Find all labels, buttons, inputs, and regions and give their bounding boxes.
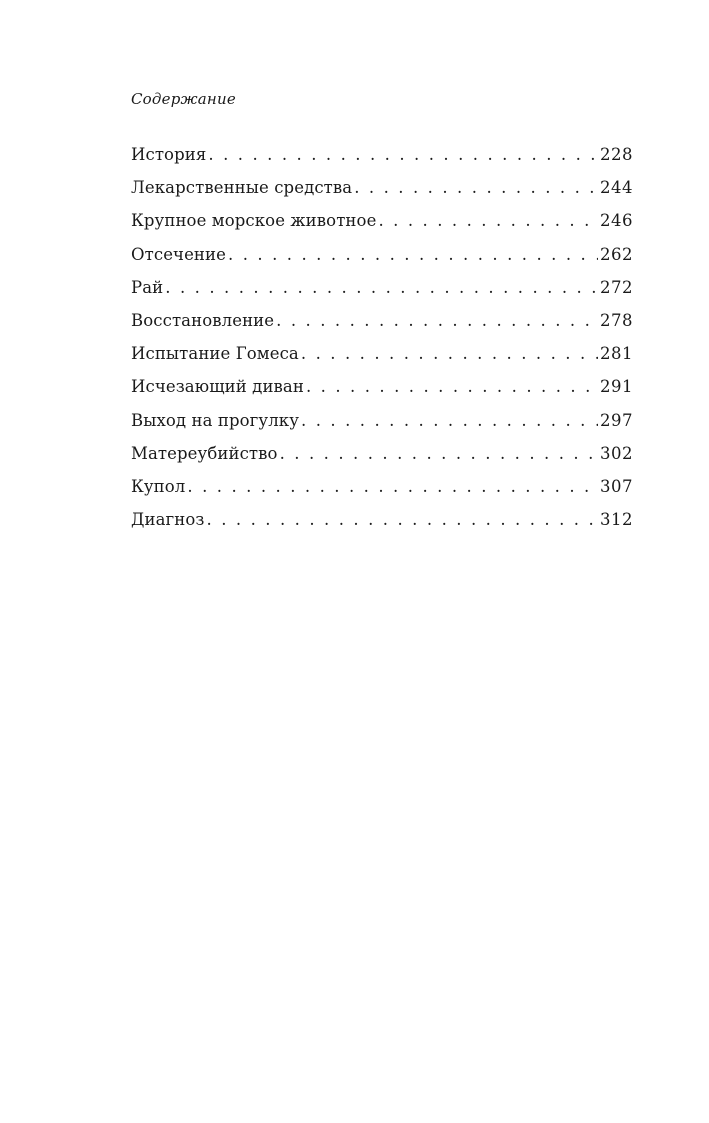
toc-dot-leader [378,207,598,235]
toc-entry-page: 262 [600,244,633,264]
toc-dot-leader [280,440,598,468]
toc-entry-page: 272 [600,277,633,297]
toc-entry [131,241,633,274]
toc-dot-leader [228,241,598,269]
running-head: Содержание [131,90,236,108]
toc-dot-leader [207,506,598,534]
toc-entry-title: Крупное морское животное [131,211,377,231]
toc-entry-page: 297 [600,410,633,430]
toc-entry-page: 291 [600,377,633,397]
toc-entry-title: Диагноз [131,510,205,530]
toc-entry-page: 307 [600,476,633,496]
toc-entry-page: 312 [600,510,633,530]
toc-entry [131,407,633,440]
toc-entry [131,506,633,539]
toc-entry-title: Рай [131,277,164,297]
toc-entry-page: 278 [600,310,633,330]
toc-entry-title: Выход на прогулку [131,410,300,430]
toc-entry [131,307,633,340]
toc-entry-page: 246 [600,211,633,231]
toc-dot-leader [208,141,598,169]
toc-entry-title: Матереубийство [131,443,278,463]
toc-dot-leader [354,174,598,202]
toc-entry-page: 302 [600,443,633,463]
toc-entry [131,473,633,506]
toc-dot-leader [301,407,598,435]
toc-entry-title: Отсечение [131,244,226,264]
toc-entry-title: Купол [131,476,186,496]
toc-entry [131,141,633,174]
toc-dot-leader [301,340,598,368]
toc-entry [131,174,633,207]
toc-entry [131,274,633,307]
toc-entry-page: 244 [600,178,633,198]
toc-entry [131,340,633,373]
table-of-contents [131,141,633,539]
toc-entry-page: 281 [600,344,633,364]
toc-entry-title: Испытание Гомеса [131,344,299,364]
toc-entry-title: Лекарственные средства [131,178,353,198]
toc-dot-leader [306,373,598,401]
toc-entry-title: История [131,145,207,164]
toc-entry-title: Восстановление [131,310,275,330]
toc-entry [131,207,633,240]
toc-entry [131,373,633,406]
toc-entry-page: 228 [600,145,633,164]
toc-entry [131,440,633,473]
toc-dot-leader [276,307,598,335]
toc-dot-leader [187,473,598,501]
toc-entry-title: Исчезающий диван [131,377,304,397]
toc-dot-leader [165,274,598,302]
